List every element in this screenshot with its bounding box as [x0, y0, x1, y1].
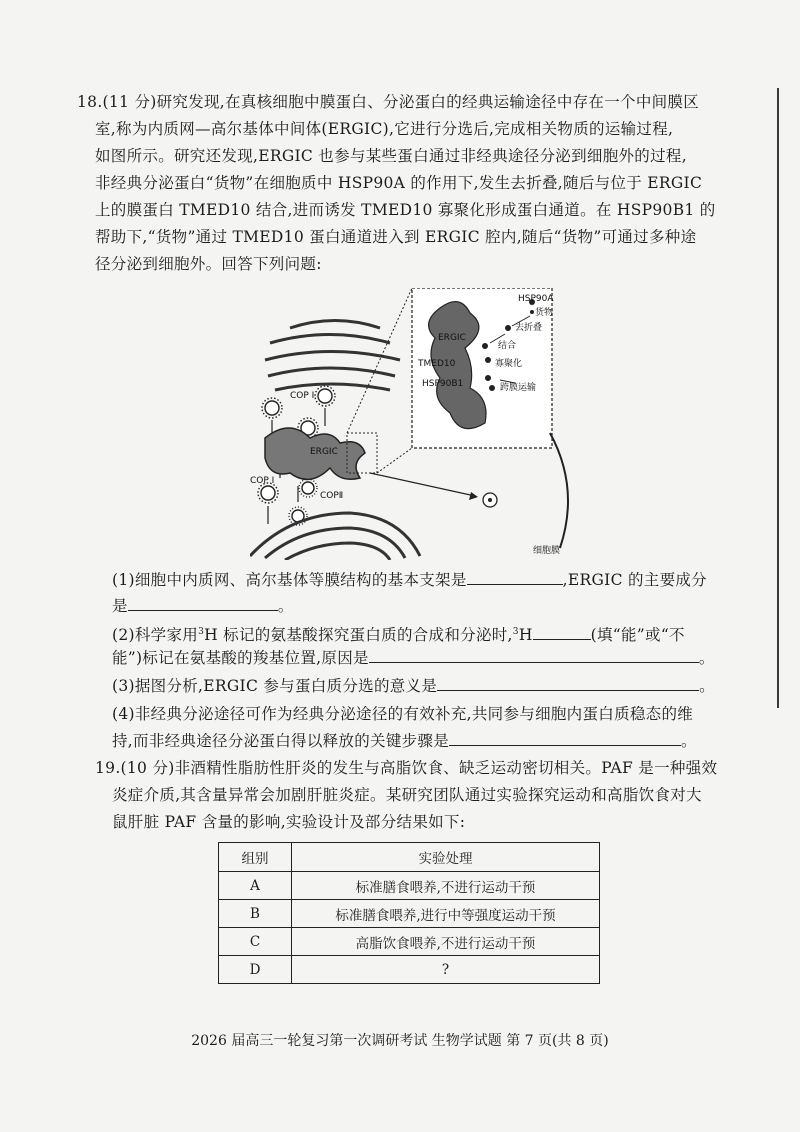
table-cell-treatment: 标准膳食喂养,不进行运动干预	[292, 872, 600, 900]
inset-tmed10-label: TMED10	[418, 359, 456, 369]
cop1-top-label: COP Ⅰ	[290, 391, 315, 401]
inset-ergic-label: ERGIC	[438, 333, 466, 343]
q18-sub3-line	[112, 676, 715, 696]
q18-sub2-blank-2[interactable]	[369, 648, 699, 663]
ergic-diagram	[250, 288, 595, 560]
q19-line-2: 炎症介质,其含量异常会加剧肝脏炎症。某研究团队通过实验探究运动和高脂饮食对大	[112, 786, 702, 804]
cop2-label: COPⅡ	[320, 491, 344, 501]
q18-sub4-line2	[112, 731, 697, 751]
q18-sub2-text-b: H 标记的氨基酸探究蛋白质的合成和分泌时,	[204, 626, 513, 645]
q18-sub3-text: (3)据图分析,ERGIC 参与蛋白质分选的意义是	[112, 677, 438, 695]
table-cell-group: C	[219, 928, 292, 956]
q18-line-7: 径分泌到细胞外。回答下列问题:	[95, 255, 322, 273]
q18-sub1-blank-2[interactable]	[128, 596, 278, 611]
q18-sub3-blank[interactable]	[437, 676, 699, 691]
q18-sub1-text-a: (1)细胞中内质网、高尔基体等膜结构的基本支架是	[112, 571, 467, 589]
margin-rule	[777, 88, 779, 708]
table-cell-treatment: ?	[292, 956, 600, 984]
table-row	[219, 956, 600, 984]
q18-line-5: 上的膜蛋白 TMED10 结合,进而诱发 TMED10 寡聚化形成蛋白通道。在 HSP90B1 的	[95, 201, 716, 219]
page-footer: 2026 届高三一轮复习第一次调研考试 生物学试题 第 7 页(共 8 页)	[191, 1033, 609, 1049]
q18-sub2-sup-1: 3	[198, 627, 205, 637]
q18-sub2-text-c: H	[518, 626, 533, 645]
inset-bind-label: 结合	[498, 341, 517, 351]
q18-line-1: 18.(11 分)研究发现,在真核细胞中膜蛋白、分泌蛋白的经典运输途径中存在一个中间膜区	[77, 93, 700, 111]
q18-line-2: 室,称为内质网—高尔基体中间体(ERGIC),它进行分选后,完成相关物质的运输过程,	[95, 120, 674, 138]
inset-hsp90b1-label: HSP90B1	[422, 379, 464, 389]
q18-sub2-sup-2: 3	[512, 627, 519, 637]
q18-sub3-period: 。	[699, 677, 715, 695]
inset-transport-label: 跨膜运输	[500, 383, 537, 393]
ergic-figure	[250, 288, 595, 560]
q18-line-6: 帮助下,“货物”通过 TMED10 蛋白通道进入到 ERGIC 腔内,随后“货物”可通过多种途	[95, 228, 697, 246]
table-row	[219, 928, 600, 956]
golgi-apparatus	[265, 321, 400, 391]
q18-sub2-text-e: 能”)标记在氨基酸的羧基位置,原因是	[112, 649, 369, 667]
q18-sub2-text-a: (2)科学家用	[112, 626, 199, 645]
endoplasmic-reticulum	[250, 513, 420, 560]
q18-sub2-text-d: (填“能”或“不	[590, 626, 685, 645]
q18-line-4: 非经典分泌蛋白“货物”在细胞质中 HSP90A 的作用下,发生去折叠,随后与位于 ERGIC	[95, 174, 703, 192]
table-row	[219, 900, 600, 928]
table-cell-group: B	[219, 900, 292, 928]
q18-sub4-blank[interactable]	[449, 731, 681, 746]
table-cell-treatment: 高脂饮食喂养,不进行运动干预	[292, 928, 600, 956]
q18-sub2-period: 。	[698, 649, 715, 667]
table-row	[219, 872, 600, 900]
ergic-label: ERGIC	[310, 447, 338, 457]
q18-sub1-period: 。	[277, 597, 294, 615]
cell-membrane	[550, 433, 568, 548]
table-header-row	[219, 843, 600, 872]
q18-sub1-line2	[112, 596, 294, 616]
table-cell-group: A	[219, 872, 292, 900]
experiment-table	[218, 842, 600, 984]
q18-sub1-text-b: ,ERGIC 的主要成分	[562, 571, 707, 589]
inset-unfold-label: 去折叠	[515, 323, 543, 333]
q18-sub4-text-b: 持,而非经典途径分泌蛋白得以释放的关键步骤是	[112, 732, 450, 750]
q18-sub1-line1	[112, 570, 707, 590]
membrane-label: 细胞膜	[533, 546, 561, 556]
inset-oligo-label: 寡聚化	[495, 359, 523, 369]
table-header-group: 组别	[219, 843, 292, 872]
q18-sub1-text-c: 是	[112, 597, 128, 615]
table-cell-treatment: 标准膳食喂养,进行中等强度运动干预	[292, 900, 600, 928]
q19-line-3: 鼠肝脏 PAF 含量的影响,实验设计及部分结果如下:	[112, 813, 466, 831]
q18-sub2-line2	[112, 648, 715, 668]
inset-hsp90a-label: HSP90A	[518, 294, 554, 304]
q18-sub4-period: 。	[681, 732, 697, 750]
secretion-arrow	[370, 473, 475, 496]
q19-line-1: 19.(10 分)非酒精性脂肪性肝炎的发生与高脂饮食、缺乏运动密切相关。PAF 是一种强效	[95, 759, 718, 777]
q18-line-3: 如图所示。研究还发现,ERGIC 也参与某些蛋白通过非经典途径分泌到细胞外的过程,	[95, 147, 687, 165]
q18-sub2-blank-1[interactable]	[533, 625, 591, 640]
q18-sub4-line1: (4)非经典分泌途径可作为经典分泌途径的有效补充,共同参与细胞内蛋白质稳态的维	[112, 705, 694, 723]
table-cell-group: D	[219, 956, 292, 984]
cop1-left-label: COP Ⅰ	[250, 476, 275, 486]
q18-sub1-blank-1[interactable]	[467, 570, 563, 585]
inset-cargo-label: 货物	[535, 308, 554, 318]
table-header-treatment: 实验处理	[292, 843, 600, 872]
q18-sub2-line1	[112, 622, 685, 645]
